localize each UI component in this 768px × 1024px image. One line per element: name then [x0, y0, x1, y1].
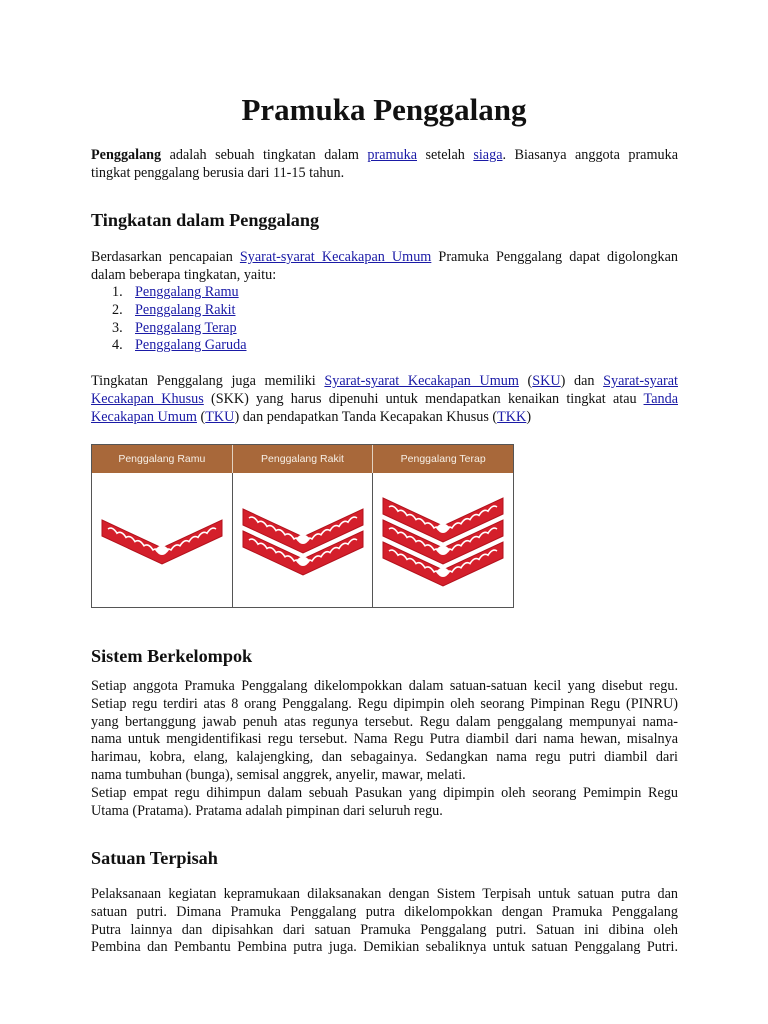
page-title: Pramuka Penggalang: [241, 92, 527, 127]
badge-cell-terap: [373, 473, 513, 607]
link-penggalang-terap[interactable]: Penggalang Terap: [135, 319, 237, 336]
tingkatan-list: [91, 284, 247, 355]
chevron-badge-rakit-icon: [233, 473, 373, 607]
link-sku-2[interactable]: Syarat-syarat Kecakapan Umum: [324, 373, 519, 389]
badge-table: [91, 444, 514, 608]
badge-header-terap: Penggalang Terap: [400, 453, 486, 465]
list-item: 4. Penggalang Garuda: [112, 337, 247, 354]
link-sku-1[interactable]: Syarat-syarat Kecakapan Umum: [239, 249, 432, 265]
sistem-berkelompok-paragraph: Setiap anggota Pramuka Penggalang dikelompokkan dalam satuan-satuan kecil yang disebut regu. Setiap regu terdiri atas 8 orang Penggalang. Regu dipimpin oleh seorang Pimpinan Regu (PINRU) yang bertanggung jawab penuh atas regunya tersebut. Regu dalam penggalang mempunyai nama- nama untuk mengidentifikasi regu tersebut. Nama Regu Putra diambil dari nama hewan, misalnya harimau, kobra, elang, kalajengking, dan sebagainya. Sedangkan nama regu putri diambil dari nama tumbuhan (bunga), semisal anggrek, anyelir, mawar, melati. Setiap empat regu dihimpun dalam sebuah Pasukan yang dipimpin oleh seorang Pemimpin Regu Utama (Pratama). Pratama adalah pimpinan dari seluruh regu.: [91, 678, 678, 819]
badge-cell-ramu: [92, 473, 233, 607]
heading-tingkatan: Tingkatan dalam Penggalang: [91, 210, 320, 230]
link-penggalang-rakit[interactable]: Penggalang Rakit: [135, 301, 236, 318]
heading-satuan-terpisah: Satuan Terpisah: [91, 848, 218, 868]
badge-header-rakit: Penggalang Rakit: [233, 445, 374, 473]
satuan-terpisah-paragraph: Pelaksanaan kegiatan kepramukaan dilaksanakan dengan Sistem Terpisah untuk satuan putra dan satuan putri. Dimana Pramuka Penggalang putra dikelompokkan dengan Pramuka Penggalang Putra lainnya dan dipisahkan dari satuan Pramuka Penggalang putri. Satuan ini dibina oleh Pembina dan Pembantu Pembina putra juga. Demikian sebaliknya untuk satuan Penggalang Putri.: [91, 886, 678, 956]
link-tku-abbr[interactable]: TKU: [205, 408, 235, 425]
chevron-shape: [102, 520, 222, 564]
link-skk-2[interactable]: Kecakapan Khusus: [91, 390, 204, 407]
tingkatan-paragraph-2: Tingkatan Penggalang juga memiliki Syarat-syarat Kecakapan Umum (SKU) dan Syarat-syarat Kecakapan Khusus (SKK) yang harus dipenuhi untuk mendapatkan kenaikan tingkat atau Tanda Kecakapan Umum (TKU) dan pendapatkan Tanda Kecapakan Khusus (TKK): [91, 373, 678, 425]
link-tkk-abbr[interactable]: TKK: [497, 408, 527, 425]
badge-cell-rakit: [233, 473, 374, 607]
link-tku-2[interactable]: Kecakapan Umum: [91, 408, 197, 425]
chevron-badge-ramu-icon: [92, 473, 232, 607]
link-sku-abbr[interactable]: SKU: [532, 373, 561, 389]
intro-line-1: Penggalang adalah sebuah tingkatan dalam pramuka setelah siaga. Biasanya anggota pramuka: [91, 147, 678, 163]
link-skk-1[interactable]: Syarat-syarat: [603, 373, 678, 389]
intro-line-2: tingkat penggalang berusia dari 11-15 tahun.: [91, 164, 345, 181]
heading-sistem-berkelompok: Sistem Berkelompok: [91, 646, 253, 666]
badge-table-header: [92, 445, 513, 473]
badge-table-body: [92, 473, 513, 607]
badge-header-ramu: Penggalang Ramu: [92, 445, 233, 473]
list-item: 2. Penggalang Rakit: [112, 301, 236, 318]
tingkatan-paragraph: Berdasarkan pencapaian Syarat-syarat Kecakapan Umum Pramuka Penggalang dapat digolongkan dalam beberapa tingkatan, yaitu:: [91, 249, 678, 283]
link-penggalang-garuda[interactable]: Penggalang Garuda: [135, 337, 247, 354]
list-item: 1. Penggalang Ramu: [112, 284, 239, 300]
chevron-badge-terap-icon: [373, 473, 513, 607]
intro-paragraph: [91, 147, 678, 183]
list-item: 3. Penggalang Terap: [112, 319, 237, 336]
link-pramuka[interactable]: pramuka: [367, 147, 418, 163]
link-tku-1[interactable]: Tanda: [643, 390, 678, 407]
link-penggalang-ramu[interactable]: Penggalang Ramu: [135, 284, 239, 300]
link-siaga[interactable]: siaga: [473, 147, 503, 163]
